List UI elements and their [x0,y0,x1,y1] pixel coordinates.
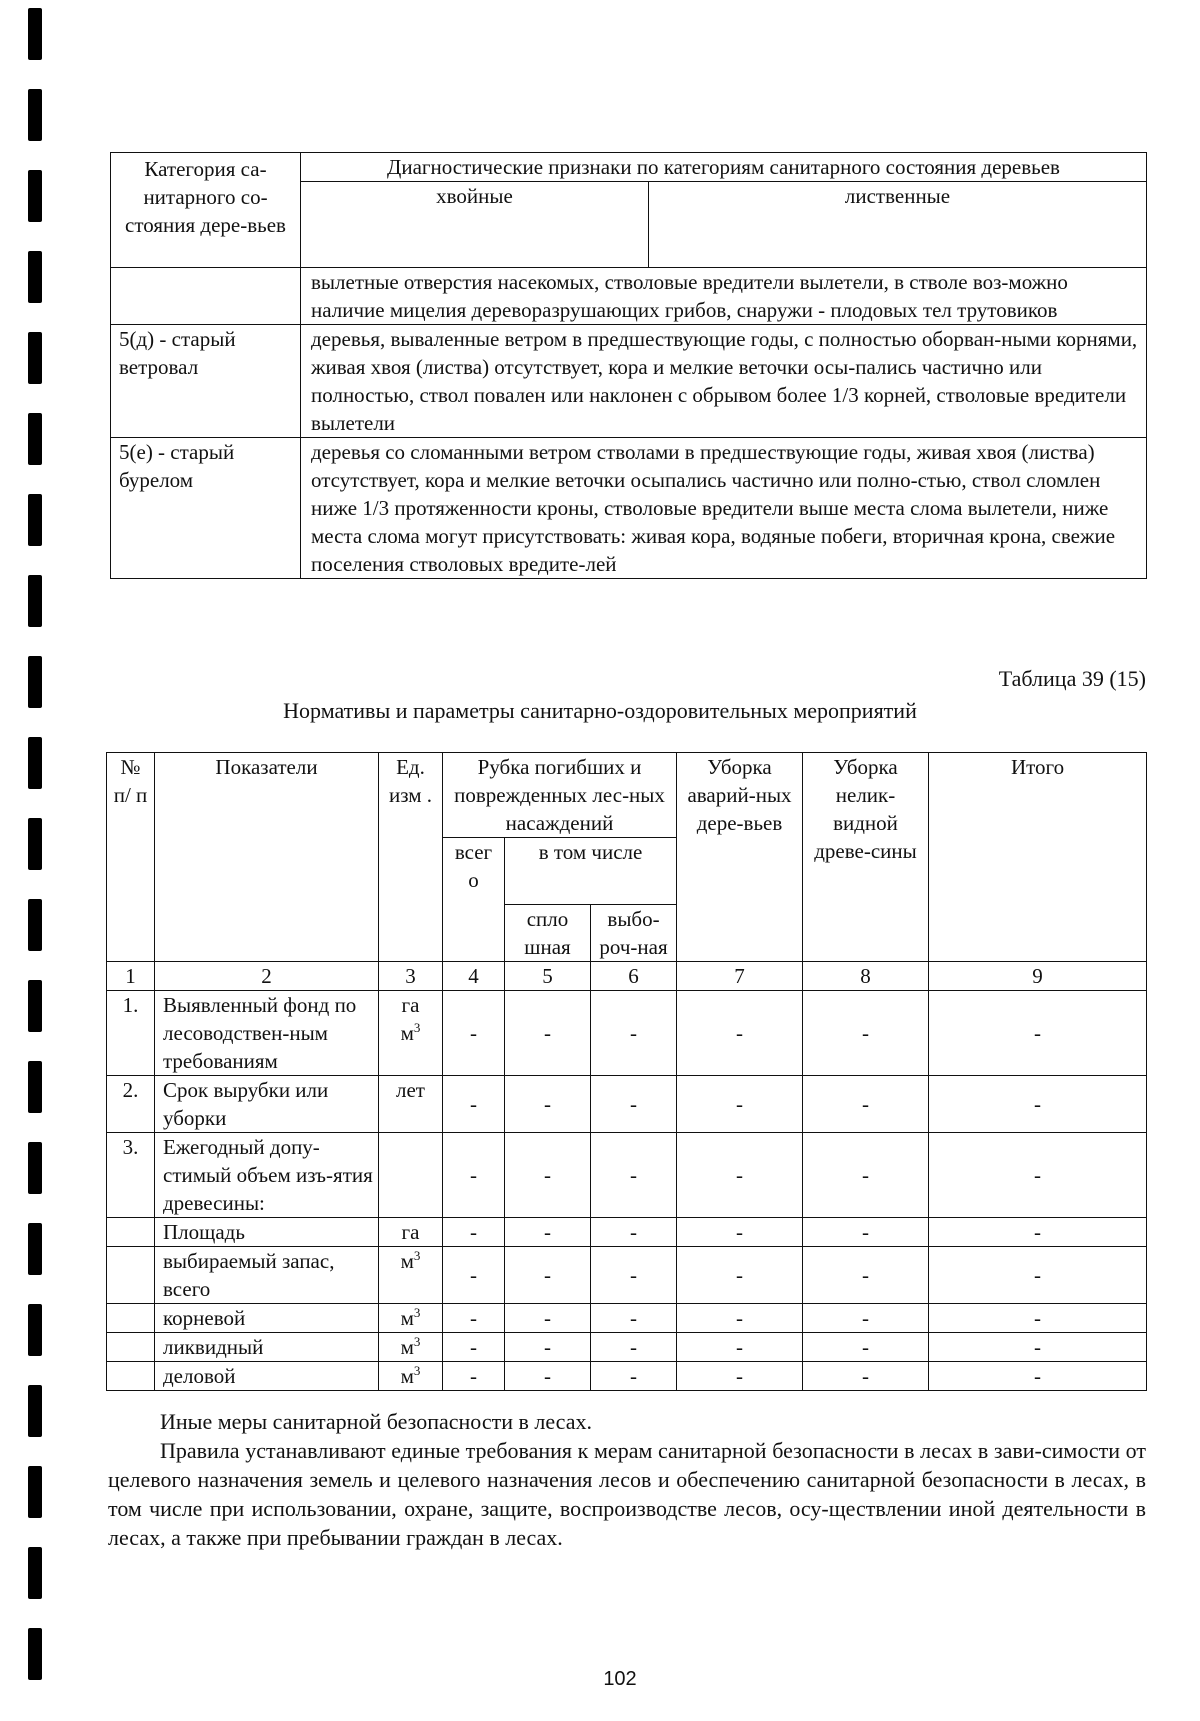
row-num [107,1333,155,1362]
table-row [107,1218,1147,1247]
unit-text: лет [396,1078,425,1102]
binding-hole [28,170,42,222]
row-num: 3. [107,1133,155,1218]
binding-hole [28,1385,42,1437]
table-row [107,1304,1147,1333]
binding-hole [28,1061,42,1113]
row-value: - [591,1304,677,1333]
header-conifer: хвойные [301,182,649,268]
row-value: - [591,1333,677,1362]
row-category: 5(е) - старый бурелом [111,438,301,579]
row-value: - [803,1333,929,1362]
binding-hole [28,8,42,60]
row-value: - [443,1362,505,1391]
table-number: Таблица 39 (15) [998,666,1146,691]
row-value: - [677,1247,803,1304]
unit-sup: 3 [413,1334,421,1349]
row-category [111,268,301,325]
header-felling: Рубка погибших и поврежденных лес-ных насаждений [443,753,677,838]
column-number-row [107,962,1147,991]
row-value: - [591,1218,677,1247]
row-name: выбираемый запас, всего [155,1247,379,1304]
row-name: Срок вырубки или уборки [155,1076,379,1133]
row-num [107,1304,155,1333]
row-value: - [591,991,677,1076]
row-unit [379,991,443,1076]
row-value: - [443,1304,505,1333]
binding-hole [28,1466,42,1518]
header-unit: Ед. изм . [379,753,443,962]
row-value: - [929,1333,1147,1362]
row-value: - [929,1218,1147,1247]
row-value: - [677,1218,803,1247]
binding-hole [28,1304,42,1356]
table-row [107,1133,1147,1218]
row-value: - [443,1076,505,1133]
table-row [107,991,1147,1076]
binding-hole [28,413,42,465]
header-num: № п/ п [107,753,155,962]
col-number: 3 [379,962,443,991]
unit-text: га [401,1220,420,1244]
binding-hole [28,1223,42,1275]
col-number: 1 [107,962,155,991]
row-num: 2. [107,1076,155,1133]
unit-text: м [400,1306,414,1330]
row-name: Ежегодный допу-стимый объем изъ-ятия древесины: [155,1133,379,1218]
row-unit [379,1333,443,1362]
col-number: 6 [591,962,677,991]
row-num [107,1362,155,1391]
row-value: - [677,1076,803,1133]
col-number: 2 [155,962,379,991]
row-value: - [591,1247,677,1304]
paragraph-heading: Иные меры санитарной безопасности в лесах. [160,1409,592,1434]
row-text: деревья, вываленные ветром в предшествующие годы, с полностью оборван-ными корнями, живая хвоя (листва) отсутствует, кора и мелкие веточки осы-пались частично или полностью, ствол повален или наклонен с обрывом более 1/3 корней, стволовые вредители вылетели [301,325,1147,438]
binding-hole [28,575,42,627]
binding-hole [28,737,42,789]
row-value: - [443,991,505,1076]
row-unit [379,1133,443,1218]
norms-table [106,752,1147,1391]
unit-text-2: м [400,1021,414,1045]
header-diagnostic: Диагностические признаки по категориям санитарного состояния деревьев [301,153,1147,182]
sanitary-category-table [110,152,1147,579]
row-value: - [505,1362,591,1391]
header-selective: выбо-роч-ная [591,905,677,962]
row-unit [379,1247,443,1304]
row-num [107,1218,155,1247]
unit-text: м [400,1249,414,1273]
row-value: - [443,1247,505,1304]
row-category: 5(д) - старый ветровал [111,325,301,438]
binding-holes [28,0,42,1721]
row-name: корневой [155,1304,379,1333]
row-value: - [591,1362,677,1391]
unit-sup: 3 [413,1305,421,1320]
row-value: - [505,1304,591,1333]
row-value: - [505,1218,591,1247]
binding-hole [28,899,42,951]
row-num: 1. [107,991,155,1076]
row-value: - [443,1218,505,1247]
row-value: - [929,1362,1147,1391]
col-number: 7 [677,962,803,991]
row-value: - [929,1133,1147,1218]
row-value: - [677,991,803,1076]
row-text: вылетные отверстия насекомых, стволовые вредители вылетели, в стволе воз-можно наличие мицелия дереворазрушающих грибов, снаружи - плодовых тел трутовиков [301,268,1147,325]
header-incl: в том числе [505,838,677,905]
row-unit [379,1304,443,1333]
header-illiquid: Уборка нелик-видной древе-сины [803,753,929,962]
binding-hole [28,980,42,1032]
row-value: - [677,1362,803,1391]
unit-sup: 3 [413,1363,421,1378]
row-value: - [929,991,1147,1076]
unit-text: м [400,1335,414,1359]
row-value: - [505,1076,591,1133]
row-value: - [803,991,929,1076]
paragraph-body: Правила устанавливают единые требования к мерам санитарной безопасности в лесах в зави-симости от целевого назначения земель и целевого назначения лесов и обеспечению санитарной безопасности в лесах, в том числе при использовании, охране, защите, воспроизводстве лесов, осу-ществлении иной деятельности в лесах, а также при пребывании граждан в лесах. [108,1438,1146,1550]
row-value: - [803,1247,929,1304]
table-row [107,1076,1147,1133]
row-value: - [803,1133,929,1218]
header-itogo: Итого [929,753,1147,962]
row-text: деревья со сломанными ветром стволами в предшествующие годы, живая хвоя (листва) отсутствует, кора и мелкие веточки осыпались частично или полно-стью, ствол сломлен ниже 1/3 протяженности кроны, стволовые вредители выше места слома вылетели, ниже места слома могут присутствовать: живая кора, водяные побеги, вторичная крона, свежие поселения стволовых вредите-лей [301,438,1147,579]
row-value: - [929,1247,1147,1304]
row-value: - [803,1362,929,1391]
unit-sup: 3 [413,1248,421,1263]
header-emergency: Уборка аварий-ных дере-вьев [677,753,803,962]
unit-sup: 3 [413,1020,421,1035]
binding-hole [28,1142,42,1194]
col-number: 8 [803,962,929,991]
binding-hole [28,332,42,384]
unit-text: га [401,993,420,1017]
row-value: - [591,1133,677,1218]
header-category: Категория са-нитарного со-стояния дере-вьев [111,153,301,268]
row-value: - [803,1304,929,1333]
row-value: - [677,1304,803,1333]
row-value: - [505,991,591,1076]
row-value: - [929,1076,1147,1133]
row-unit [379,1218,443,1247]
table-title: Нормативы и параметры санитарно-оздоровительных мероприятий [283,698,917,723]
row-name: ликвидный [155,1333,379,1362]
row-value: - [505,1133,591,1218]
header-clear: спло шная [505,905,591,962]
row-value: - [803,1076,929,1133]
row-value: - [505,1247,591,1304]
row-value: - [803,1218,929,1247]
binding-hole [28,1547,42,1599]
header-deciduous: лиственные [649,182,1147,268]
col-number: 9 [929,962,1147,991]
table-row [107,1333,1147,1362]
row-unit [379,1076,443,1133]
col-number: 5 [505,962,591,991]
binding-hole [28,494,42,546]
row-value: - [505,1333,591,1362]
page-number: 102 [603,1668,637,1690]
header-total: всег о [443,838,505,962]
header-indicators: Показатели [155,753,379,962]
row-name: Выявленный фонд по лесоводствен-ным требованиям [155,991,379,1076]
table-row [107,1362,1147,1391]
binding-hole [28,251,42,303]
row-value: - [591,1076,677,1133]
row-value: - [443,1133,505,1218]
row-value: - [929,1304,1147,1333]
binding-hole [28,818,42,870]
row-value: - [443,1333,505,1362]
row-unit [379,1362,443,1391]
row-name: деловой [155,1362,379,1391]
row-name: Площадь [155,1218,379,1247]
binding-hole [28,89,42,141]
row-num [107,1247,155,1304]
unit-text: м [400,1364,414,1388]
row-value: - [677,1133,803,1218]
col-number: 4 [443,962,505,991]
row-value: - [677,1333,803,1362]
table-row [107,1247,1147,1304]
